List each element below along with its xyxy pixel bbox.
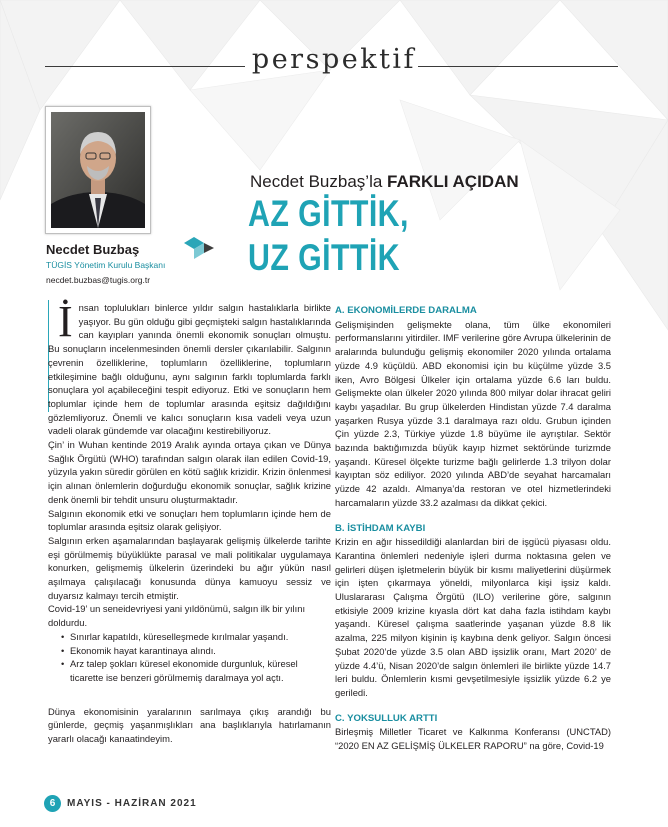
title-line-2: UZ GİTTİK	[248, 237, 401, 278]
section-a-heading: A. EKONOMİLERDE DARALMA	[335, 305, 477, 316]
paragraph-2: Çin’ in Wuhan kentinde 2019 Aralık ayında ortaya çıkan ve Dünya Sağlık Örgütü (WHO) tarafından salgın olarak ilan edilen Covid-19, yüzyıla yakın süredir görülen en kötü sağlık krizidir. Krizin önlenmesi için alınan önlemlerin doğurduğu ekonomik sonuçlar, sağlık krizine denk önemli bir tehdit unsuru oluşturmaktadır.	[48, 439, 331, 505]
author-name: Necdet Buzbaş	[46, 242, 140, 257]
hexagon-logo-icon	[184, 237, 214, 259]
bullet-list	[48, 630, 331, 685]
masthead-title: perspektif	[251, 44, 417, 75]
intro-paragraph	[48, 297, 331, 438]
paragraph-4: Salgının erken aşamalarından başlayarak gelişmiş ülkelerde tarihte eşi görülmemiş büyüklükte parasal ve mali politikalar uygulamaya konurken, gelişmemiş ülkelerin üzerindeki bu ağır yükün nasıl aşılmaya çalışılacağı konusunda dünya kamuoyu sessiz ve duyarsız kalmayı tercih etmiştir.	[48, 534, 331, 601]
paragraph-6: Dünya ekonomisinin yaralarının sarılmaya çıkış arandığı bu günlerde, geçmiş yaşanmışlıkları ana başlıklarıyla hatırlamanın yararlı olacağı kanaatindeyim.	[48, 705, 331, 745]
section-a-text: Gelişmişinden gelişmekte olana, tüm ülke ekonomileri performanslarını yitirdiler. IMF verilerine göre Avrupa ülkelerinin de aralarında bulunduğu gelişmiş ekonomiler 2020 yılında ortalama yüzde 4.9 küçüldü. ABD ekonomisi için bu küçülme yüzde 3.5 iken, Avro Bölgesi Ülkeler için ortalama yüzde 6.6 ları buldu. Gelişmekte olan ülkeler 2020 yılında 800 milyar dolar ihracat geliri kaybı yaşadılar. Bu grup ülkelerden Hindistan yüzde 7.4 daralma yaşarken Rusya yüzde 3.1 daralmaya razı oldu. Grubun içinden Çin yüzde 2.3, Türkiye yüzde 1.8 büyüme ile ayrıştılar. Sektör bazında baktığımızda büyük kayıp hizmet sektöründe turizmde yaşandı. Küresel ölçekte turizme bağlı gelirlerde 1.3 trilyon dolar kayıptan söz ediliyor. 2020 yılında ABD’de seyahat harcamaları yüzde 42 azaldı. Almanya’da restoran ve otel hizmetlerindeki harcamaların yüzde 33.2 azalması da dikkat çekici.	[335, 318, 611, 508]
author-portrait-image	[51, 112, 145, 228]
bullet-item: • Sınırlar kapatıldı, küreselleşmede kırılmalar yaşandı.	[62, 630, 331, 644]
article-kicker	[250, 172, 519, 192]
page-footer	[44, 794, 197, 812]
section-b-heading: B. İSTİHDAM KAYBI	[335, 522, 426, 534]
bullet-item: • Ekonomik hayat karantinaya alındı.	[62, 644, 331, 658]
dropcap-letter: İ	[58, 297, 73, 346]
page-number-badge: 6	[44, 795, 61, 812]
article-title	[248, 192, 409, 280]
bullet-item: • Arz talep şokları küresel ekonomide durgunluk, küresel ticarette ise benzeri görülmemiş daralmaya yol açtı.	[62, 657, 331, 684]
section-b-text: Krizin en ağır hissedildiği alanlardan biri de işgücü piyasası oldu. Karantina önlemleri nedeniyle işleri durma noktasına gelen ve gelirleri düşen işletmelerin büyük bir kısmı maliyetlerini düşürmek için işten çıkarmaya yöneldi, milyonlarca kişi işsiz kaldı. Uluslararası Çalışma Örgütü (ILO) verilerine göre, salgının etkisiyle 2009 krizine kıyasla dört kat daha fazla istihdam kaybı yaşandı. Küresel çalışma saatlerinde yaşanan yüzde 8.8 lik azalma, 225 milyon kişinin iş kaybına denk geliyor. Salgın öncesi Şubat 2020’de yüzde 3.5 olan ABD işsizlik oranı, Mart 2020’ de yüzde 4.4’ü, Nisan 2020’de salgın önlemleri ile birlikte yüzde 14.7 leri buldu. Önlemlerin kısmi gevşetilmesiyle işsizlik yüzde 6.2 ye geriledi.	[335, 536, 611, 698]
author-role: TÜGİS Yönetim Kurulu Başkanı	[46, 260, 166, 270]
paragraph-5: Covid-19’ un seneidevriyesi yani yıldönümü, salgın ilk bir yılını doldurdu.	[48, 603, 306, 629]
title-line-1: AZ GİTTİK,	[248, 193, 409, 234]
section-c-heading: C. YOKSULLUK ARTTI	[335, 712, 438, 724]
author-email[interactable]: necdet.buzbas@tugis.org.tr	[46, 275, 151, 285]
left-column	[48, 297, 331, 746]
author-photo	[45, 106, 151, 234]
issue-date: MAYIS - HAZİRAN 2021	[67, 797, 197, 809]
intro-text: nsan toplulukları binlerce yıldır salgın hastalıklarla birlikte yaşıyor. Bu gün olduğu gibi geçmişteki salgın hastalıklarında can kayıpları yanında önemli ekonomik sonuçları olmuştu. Bu sonuçların incelenmesinden önemli dersler çıkarılabilir. Salgının çevrenin özelliklerine, toplumların özelliklerine, toplumların etkileşimine bağlı olduğunu, aynı salgının farklı toplumlarda farklı sonuçlara yol açabileceğini tespit ediyoruz. Etki ve sonuçların hem toplumlar içinde hem de toplumlar arasında eşitsiz dağıldığını gözlemliyoruz. Önemli ve kalıcı sonuçların kısa vadeli veya uzun vadeli olarak gündemde var olacağını kestirebiliyoruz.	[48, 302, 331, 437]
kicker-name: Necdet Buzbaş’la	[250, 172, 383, 191]
section-c-text: Birleşmiş Milletler Ticaret ve Kalkınma Konferansı (UNCTAD) “2020 EN AZ GELİŞMİŞ ÜLKELER RAPORU” na göre, Covid-19	[335, 726, 611, 752]
paragraph-3: Salgının ekonomik etki ve sonuçları hem toplumların içinde hem de toplumlar arasında eşitsiz olarak gelişiyor.	[48, 507, 331, 533]
kicker-title: FARKLI AÇIDAN	[387, 172, 519, 191]
right-column	[335, 304, 611, 753]
